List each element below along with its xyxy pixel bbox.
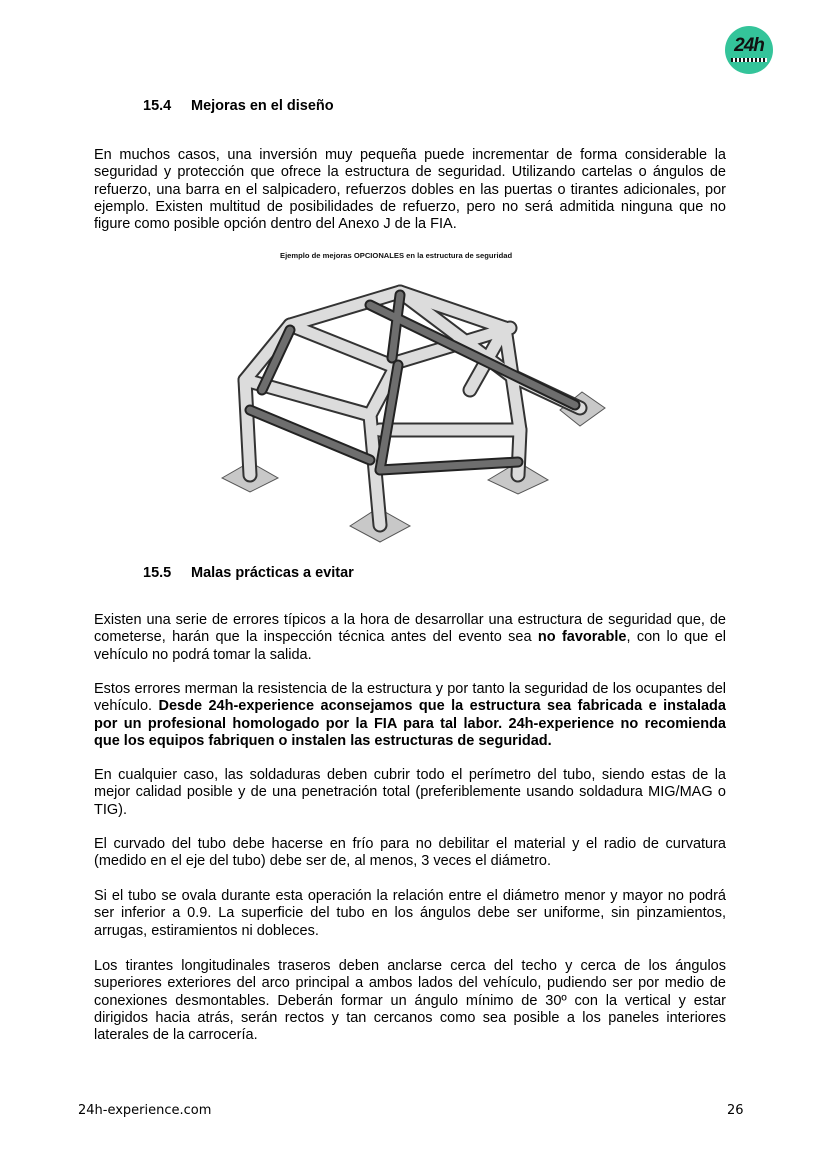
24h-experience-logo	[725, 26, 773, 74]
figure-caption: Ejemplo de mejoras OPCIONALES en la estructura de seguridad	[280, 251, 513, 260]
text-span: Existen una serie de errores típicos a la hora de desarrollar una estructura de seguridad que, de cometerse, harán que la inspección técnica antes del evento sea	[94, 612, 726, 646]
optional-door-bar	[380, 462, 518, 470]
page-number: 26	[727, 1103, 744, 1118]
paragraph-curvado: El curvado del tubo debe hacerse en frío para no debilitar el material y el radio de curvatura (medido en el eje del tubo) debe ser de, al menos, 3 veces el diámetro.	[94, 836, 726, 870]
section-heading-15-5	[143, 565, 354, 581]
logo-text: 24h	[734, 35, 764, 56]
section-heading-15-4	[143, 98, 334, 114]
optional-roof-bar	[392, 295, 400, 358]
paragraph-tirantes: Los tirantes longitudinales traseros deben anclarse cerca del techo y cerca de los ángulos superiores exteriores del arco principal a ambos lados del vehículo, pudiendo ser por medio de conexiones desmontables. Deberán formar un ángulo mínimo de 30º con la vertical y estar dirigidos hacia atrás, serán rectos y tan cercanos como sea posible a los paneles interiores laterales de la carrocería.	[94, 958, 726, 1044]
text-span: , con lo que el vehículo no podrá tomar la salida.	[94, 629, 726, 663]
footer-site: 24h-experience.com	[78, 1103, 212, 1118]
paragraph-mejoras: En muchos casos, una inversión muy pequeña puede incrementar de forma considerable la seguridad y protección que ofrece la estructura de seguridad. Utilizando cartelas o ángulos de refuerzo, una barra en el salpicadero, refuerzos dobles en las puertas o tirantes adicionales, por ejemplo. Existen multitud de posibilidades de refuerzo, pero no será admitida ninguna que no figure como posible opción dentro del Anexo J de la FIA.	[94, 147, 726, 233]
section-number: 15.4	[143, 98, 172, 114]
paragraph-ovalado: Si el tubo se ovala durante esta operación la relación entre el diámetro menor y mayor no podrá ser inferior a 0.9. La superficie del tubo en los ángulos debe ser uniforme, sin pinzamientos, arrugas, estiramientos ni dobleces.	[94, 888, 726, 939]
paragraph-soldaduras: En cualquier caso, las soldaduras deben cubrir todo el perímetro del tubo, siendo estas de la mejor calidad posible y de una penetración total (preferiblemente usando soldadura MIG/MAG o TIG).	[94, 767, 726, 818]
section-title: Malas prácticas a evitar	[191, 565, 354, 581]
bold-span: no favorable	[537, 629, 627, 646]
section-title: Mejoras en el diseño	[191, 98, 334, 114]
logo-checker-icon	[731, 58, 767, 62]
bold-span: Desde 24h-experience aconsejamos que la estructura sea fabricada e instalada por un profesional homologado por la FIA para tal labor. 24h-experience no recomienda que los equipos fabriquen o instalen las estructuras de seguridad.	[94, 698, 726, 749]
section-number: 15.5	[143, 565, 172, 581]
text-span: Estos errores merman la resistencia de la estructura y por tanto la seguridad de los ocupantes del vehículo.	[94, 681, 726, 715]
roll-cage-figure	[220, 270, 610, 545]
paragraph-errores	[94, 612, 726, 664]
paragraph-resistencia	[94, 681, 726, 750]
